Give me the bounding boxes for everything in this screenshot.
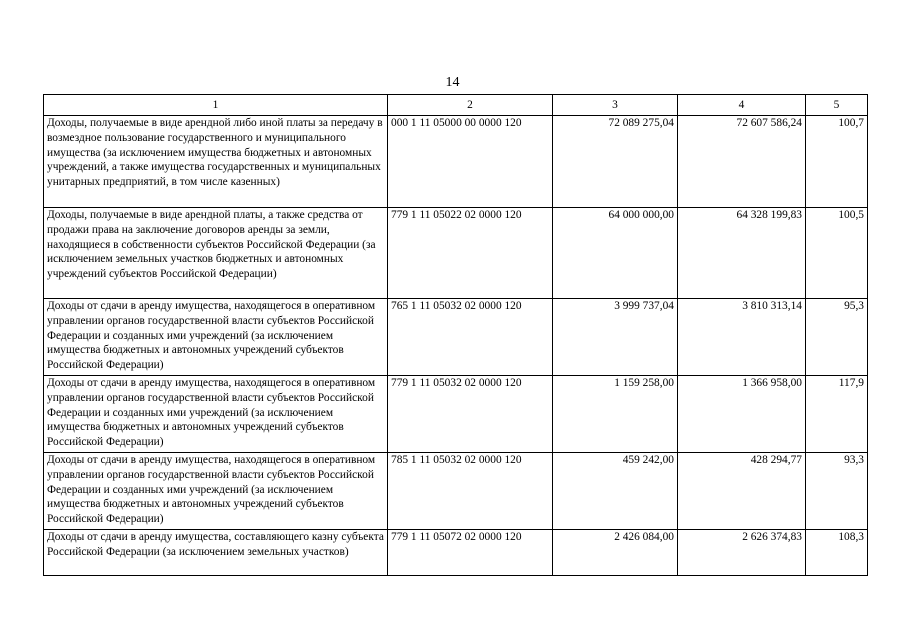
- row-actual-amount: 428 294,77: [678, 453, 806, 530]
- table-row: [44, 208, 868, 299]
- row-actual-amount: 72 607 586,24: [678, 116, 806, 208]
- row-plan-amount: 64 000 000,00: [553, 208, 678, 299]
- row-code: 779 1 11 05022 02 0000 120: [388, 208, 553, 299]
- row-actual-amount: 2 626 374,83: [678, 530, 806, 576]
- column-header-2: 2: [388, 95, 553, 116]
- row-percent: 108,3: [806, 530, 868, 576]
- row-description: Доходы от сдачи в аренду имущества, составляющего казну субъекта Российской Федерации (за исключением земельных участков): [44, 530, 388, 576]
- row-actual-amount: 3 810 313,14: [678, 299, 806, 376]
- row-code: 000 1 11 05000 00 0000 120: [388, 116, 553, 208]
- row-percent: 93,3: [806, 453, 868, 530]
- table-row: [44, 453, 868, 530]
- row-plan-amount: 459 242,00: [553, 453, 678, 530]
- row-description: Доходы от сдачи в аренду имущества, находящегося в оперативном управлении органов государственной власти субъектов Российской Федерации и созданных ими учреждений (за исключением имущества бюджетных и автономных учреждений субъектов Российской Федерации): [44, 376, 388, 453]
- row-percent: 100,5: [806, 208, 868, 299]
- row-plan-amount: 1 159 258,00: [553, 376, 678, 453]
- column-header-3: 3: [553, 95, 678, 116]
- column-header-5: 5: [806, 95, 868, 116]
- table-row: [44, 376, 868, 453]
- row-plan-amount: 3 999 737,04: [553, 299, 678, 376]
- row-code: 779 1 11 05032 02 0000 120: [388, 376, 553, 453]
- table-header-row: [44, 95, 868, 116]
- column-header-1: 1: [44, 95, 388, 116]
- row-percent: 117,9: [806, 376, 868, 453]
- row-percent: 95,3: [806, 299, 868, 376]
- table-row: [44, 530, 868, 576]
- row-percent: 100,7: [806, 116, 868, 208]
- row-description: Доходы от сдачи в аренду имущества, находящегося в оперативном управлении органов государственной власти субъектов Российской Федерации и созданных ими учреждений (за исключением имущества бюджетных и автономных учреждений субъектов Российской Федерации): [44, 453, 388, 530]
- row-actual-amount: 64 328 199,83: [678, 208, 806, 299]
- row-code: 765 1 11 05032 02 0000 120: [388, 299, 553, 376]
- row-code: 785 1 11 05032 02 0000 120: [388, 453, 553, 530]
- row-actual-amount: 1 366 958,00: [678, 376, 806, 453]
- row-code: 779 1 11 05072 02 0000 120: [388, 530, 553, 576]
- revenue-table: [43, 94, 868, 576]
- page-number: 14: [445, 75, 460, 90]
- row-plan-amount: 2 426 084,00: [553, 530, 678, 576]
- table-row: [44, 116, 868, 208]
- row-plan-amount: 72 089 275,04: [553, 116, 678, 208]
- table-row: [44, 299, 868, 376]
- row-description: Доходы, получаемые в виде арендной либо иной платы за передачу в возмездное пользование государственного и муниципального имущества (за исключением имущества бюджетных и автономных учреждений, а также имущества государственных и муниципальных унитарных предприятий, в том числе казенных): [44, 116, 388, 208]
- column-header-4: 4: [678, 95, 806, 116]
- row-description: Доходы от сдачи в аренду имущества, находящегося в оперативном управлении органов государственной власти субъектов Российской Федерации и созданных ими учреждений (за исключением имущества бюджетных и автономных учреждений субъектов Российской Федерации): [44, 299, 388, 376]
- row-description: Доходы, получаемые в виде арендной платы, а также средства от продажи права на заключение договоров аренды за земли, находящиеся в собственности субъектов Российской Федерации (за исключением земельных участков бюджетных и автономных учреждений субъектов Российской Федерации): [44, 208, 388, 299]
